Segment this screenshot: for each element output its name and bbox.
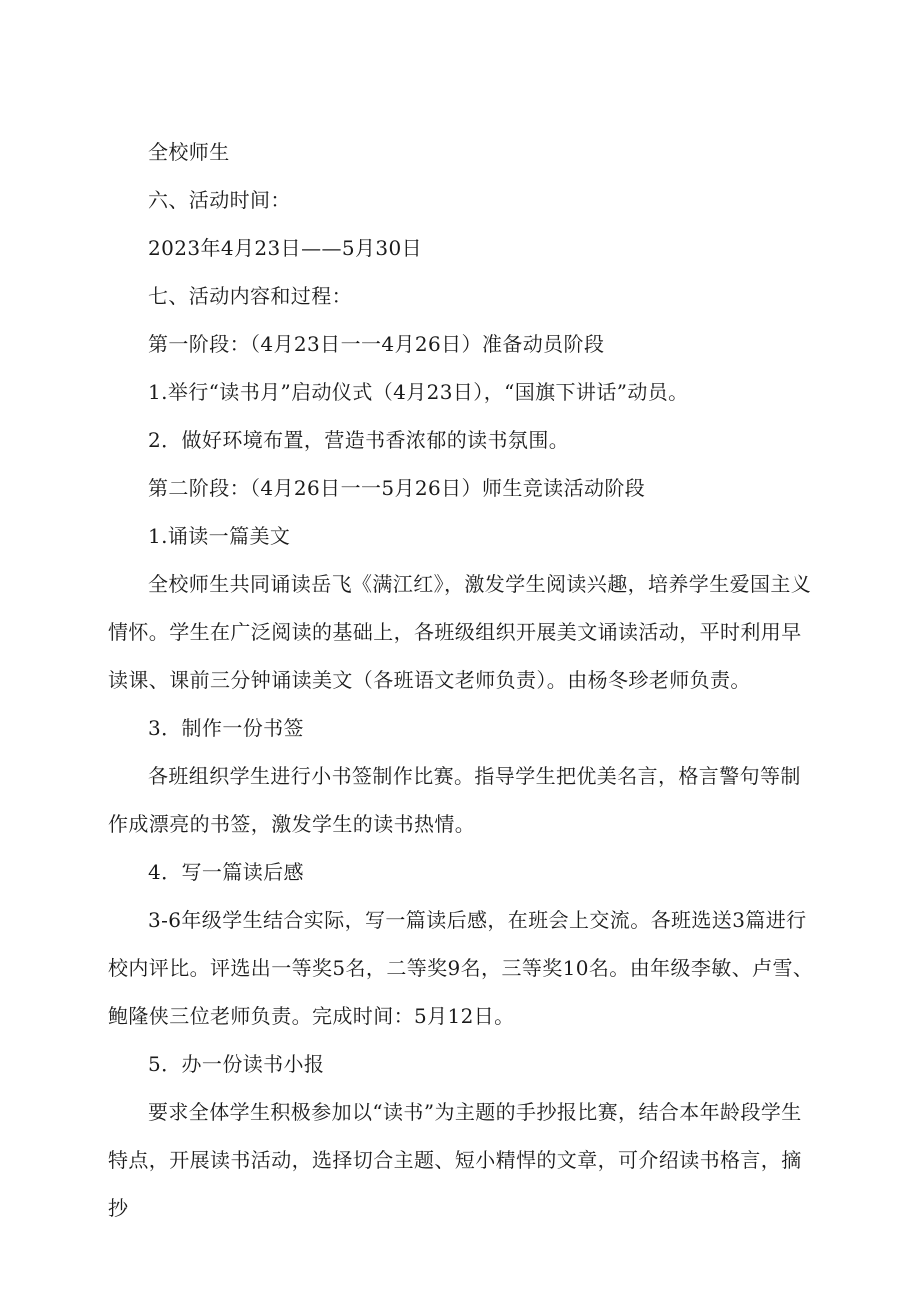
list-item-launch-ceremony: 1.举行“读书月”启动仪式（4月23日），“国旗下讲话”动员。 (148, 380, 689, 404)
paragraph-reading-report-details: 3-6年级学生结合实际，写一篇读后感，在班会上交流。各班选送3篇进行校内评比。评选出一等奖5名，二等奖9名，三等奖10名。由年级李敏、卢雪、鲍隆侠三位老师负责。完成时间：5月12日。 (108, 908, 814, 1028)
list-item-bookmark: 3．制作一份书签 (148, 716, 304, 740)
list-item-reading-report: 4．写一篇读后感 (148, 860, 304, 884)
heading-stage-one: 第一阶段：（4月23日一一4月26日）准备动员阶段 (148, 332, 605, 356)
heading-activity-time: 六、活动时间： (148, 188, 291, 212)
document-body (108, 128, 814, 1232)
paragraph-recite-details: 全校师生共同诵读岳飞《满江红》，激发学生阅读兴趣，培养学生爱国主义情怀。学生在广泛阅读的基础上，各班级组织开展美文诵读活动，平时利用早读课、课前三分钟诵读美文（各班语文老师负责）。由杨冬珍老师负责。 (108, 572, 812, 692)
paragraph-newspaper-details: 要求全体学生积极参加以“读书”为主题的手抄报比赛，结合本年龄段学生特点，开展读书活动，选择切合主题、短小精悍的文章，可介绍读书格言，摘抄 (108, 1100, 802, 1220)
heading-activity-content: 七、活动内容和过程： (148, 284, 352, 308)
list-item-recite-essay: 1.诵读一篇美文 (148, 524, 291, 548)
paragraph-audience: 全校师生 (148, 140, 230, 164)
paragraph-bookmark-details: 各班组织学生进行小书签制作比赛。指导学生把优美名言，格言警句等制作成漂亮的书签，激发学生的读书热情。 (108, 764, 801, 836)
heading-stage-two: 第二阶段：（4月26日一一5月26日）师生竞读活动阶段 (148, 476, 646, 500)
list-item-environment: 2．做好环境布置，营造书香浓郁的读书氛围。 (148, 428, 570, 452)
list-item-newspaper: 5．办一份读书小报 (148, 1052, 325, 1076)
paragraph-date-range: 2023年4月23日——5月30日 (148, 236, 423, 260)
